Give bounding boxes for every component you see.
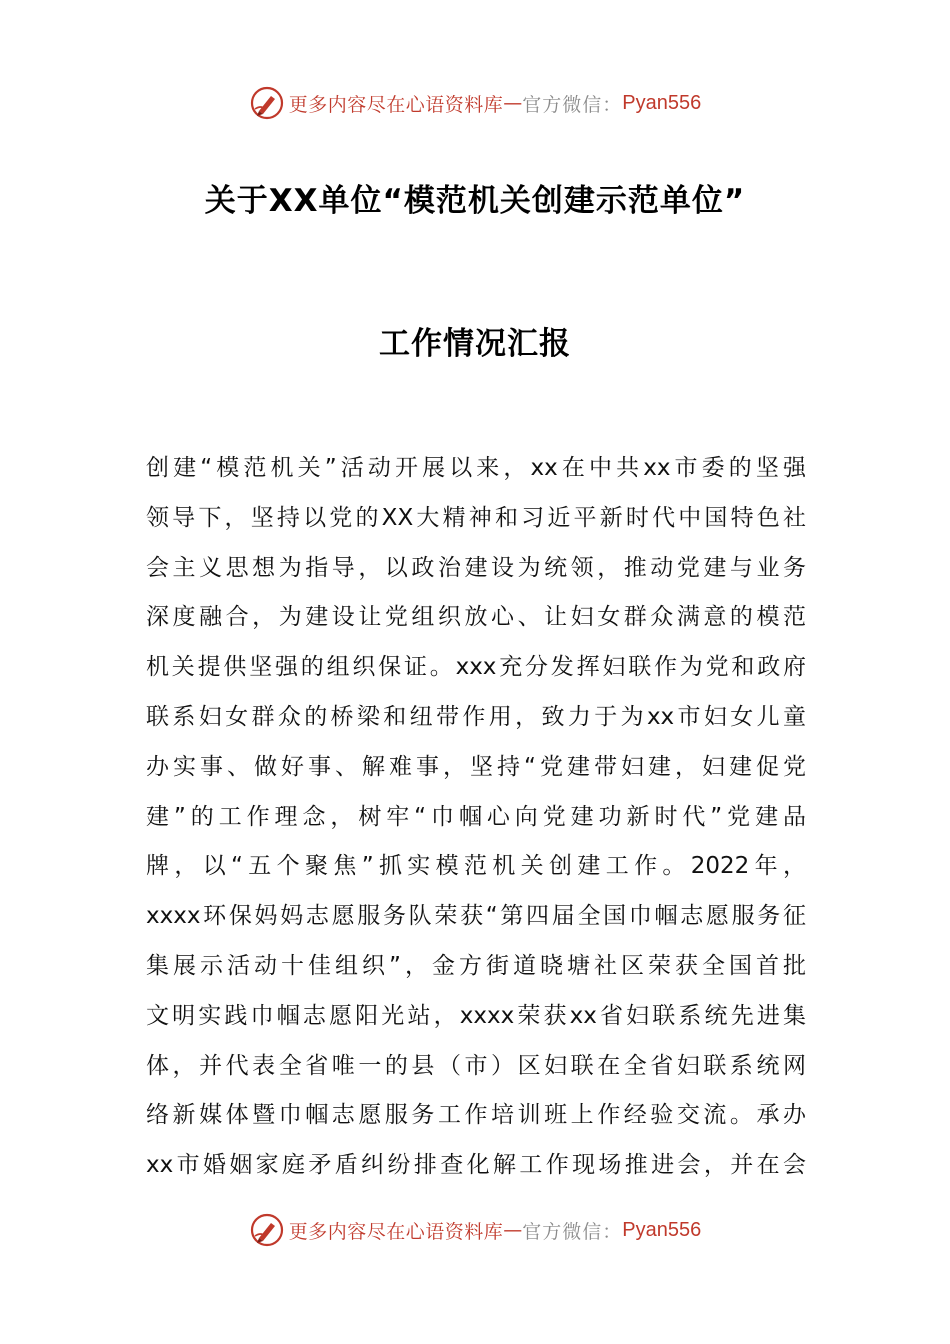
body-line: 办实事、做好事、解难事，坚持“党建带妇建，妇建促党 — [146, 753, 806, 780]
document-title-line1: 关于XX单位“模范机关创建示范单位” — [204, 183, 746, 219]
watermark-brand-text: 更多内容尽在心语资料库 — [288, 93, 504, 116]
body-line: 联系妇女群众的桥梁和纽带作用，致力于为xx市妇女儿童 — [146, 703, 806, 730]
pen-logo-icon — [249, 1212, 285, 1248]
watermark-brand-text: 更多内容尽在心语资料库 — [288, 1220, 504, 1243]
watermark-label: 官方微信： — [522, 93, 623, 116]
body-line: 机关提供坚强的组织保证。xxx充分发挥妇联作为党和政府 — [146, 654, 806, 681]
pen-logo-icon — [249, 85, 285, 121]
body-line: xx市婚姻家庭矛盾纠纷排查化解工作现场推进会，并在会 — [146, 1152, 806, 1179]
body-line: 集展示活动十佳组织”，金方街道晓塘社区荣获全国首批 — [146, 952, 806, 979]
body-line: 创建“模范机关”活动开展以来，xx在中共xx市委的坚强 — [146, 455, 806, 481]
watermark-wechat-id: Pyan556 — [622, 91, 702, 114]
document-title-line2: 工作情况汇报 — [379, 326, 571, 362]
body-line: 牌，以“五个聚焦”抓实模范机关创建工作。2022年， — [146, 853, 806, 880]
watermark-footer — [0, 1210, 950, 1250]
body-line: xxxx环保妈妈志愿服务队荣获“第四届全国巾帼志愿服务征 — [146, 903, 806, 930]
watermark-header — [0, 83, 950, 123]
body-line: 会主义思想为指导，以政治建设为统领，推动党建与业务 — [146, 554, 806, 581]
body-line: 建”的工作理念，树牢“巾帼心向党建功新时代”党建品 — [146, 803, 806, 830]
body-line: 深度融合，为建设让党组织放心、让妇女群众满意的模范 — [146, 604, 806, 631]
document-body — [146, 444, 806, 1191]
watermark-label: 官方微信： — [522, 1220, 623, 1243]
watermark-separator: — — [503, 92, 523, 114]
watermark-wechat-id: Pyan556 — [622, 1218, 702, 1241]
watermark-separator: — — [503, 1219, 523, 1241]
body-line: 络新媒体暨巾帼志愿服务工作培训班上作经验交流。承办 — [146, 1102, 806, 1129]
body-line: 体，并代表全省唯一的县（市）区妇联在全省妇联系统网 — [146, 1052, 806, 1079]
body-line: 文明实践巾帼志愿阳光站，xxxx荣获xx省妇联系统先进集 — [146, 1002, 806, 1029]
body-line: 领导下，坚持以党的XX大精神和习近平新时代中国特色社 — [146, 504, 806, 531]
